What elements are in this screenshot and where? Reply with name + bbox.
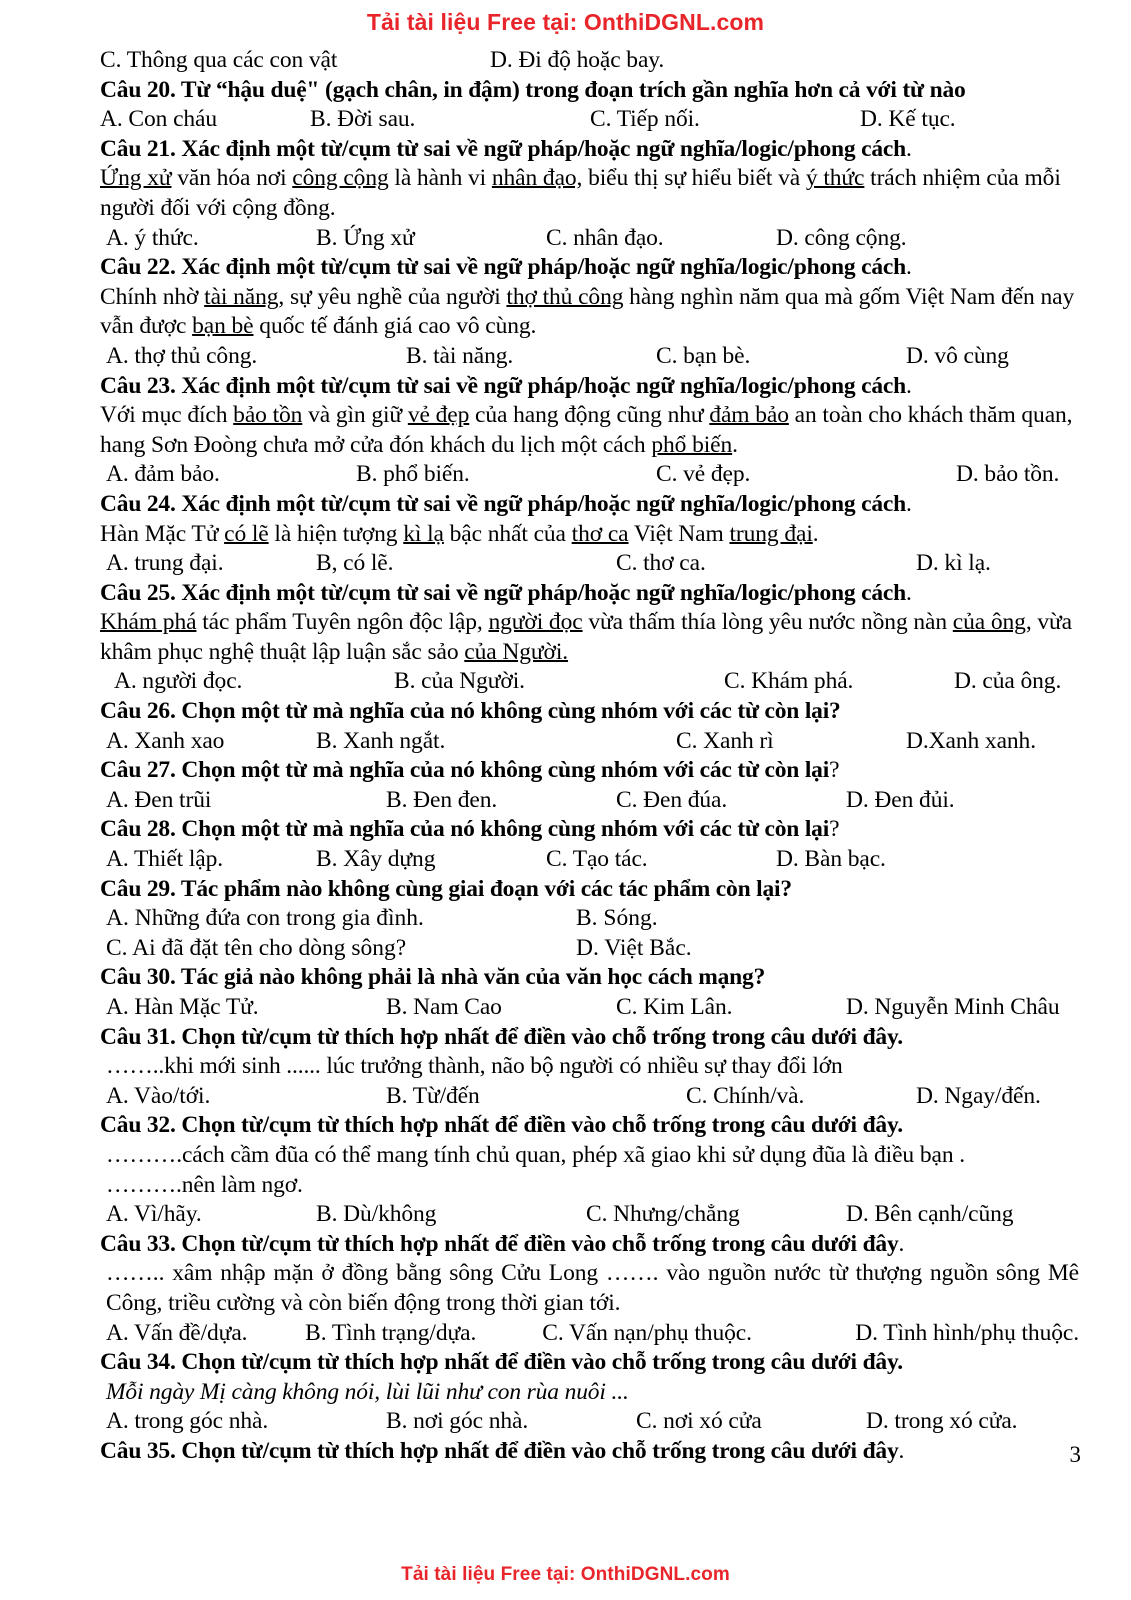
q25-number: Câu 25. <box>100 579 176 606</box>
q22-underline-3: bạn bè <box>192 313 254 340</box>
q26-options-row <box>100 727 1079 757</box>
q27-prompt-end: ? <box>829 757 840 784</box>
q34-option-b: B. nơi góc nhà. <box>386 1408 529 1435</box>
q33-number: Câu 33. <box>100 1230 176 1257</box>
q25-prompt-end: . <box>905 579 912 606</box>
q23-number: Câu 23. <box>100 372 176 399</box>
q27-option-c: C. Đen đúa. <box>616 786 728 813</box>
q25-passage-mid-1: tác phẩm Tuyên ngôn độc lập, <box>196 609 489 636</box>
q21-option-b: B. Ứng xử <box>316 224 415 251</box>
q29-option-b: B. Sóng. <box>576 905 658 932</box>
q21-prompt: Xác định một từ/cụm từ sai về ngữ pháp/hoặc ngữ nghĩa/logic/phong cách <box>175 135 906 162</box>
question-33-passage: …….. xâm nhập mặn ở đồng bằng sông Cửu Long ……. vào nguồn nước từ thượng nguồn sông Mê Công, triều cường và còn biến động trong thời gian tới. <box>106 1260 1079 1316</box>
q30-option-d: D. Nguyễn Minh Châu <box>846 994 1060 1020</box>
q20-option-a: A. Con cháu <box>100 106 218 133</box>
q28-option-b: B. Xây dựng <box>316 846 436 873</box>
q20-option-d: D. Kế tục. <box>860 106 956 133</box>
q28-option-a: A. Thiết lập. <box>106 846 224 873</box>
q21-passage-mid-3: biểu thị sự hiểu biết và <box>582 165 806 192</box>
question-31-passage: ……..khi mới sinh ...... lúc trưởng thành, não bộ người có nhiều sự thay đổi lớn <box>106 1053 843 1080</box>
q23-option-c: C. vẻ đẹp. <box>656 461 751 488</box>
q25-prompt: Xác định một từ/cụm từ sai về ngữ pháp/hoặc ngữ nghĩa/logic/phong cách <box>175 579 906 606</box>
q35-number: Câu 35. <box>100 1437 176 1464</box>
q23-option-a: A. đảm bảo. <box>106 461 220 488</box>
question-21-heading <box>100 135 1079 165</box>
q25-passage-mid-3: , vừa khâm phục nghệ thuật lập luận sắc sảo <box>100 609 1073 665</box>
q22-underline-1: tài năng <box>204 283 279 310</box>
q24-underline-1: có lẽ <box>224 520 269 547</box>
q31-options-row <box>100 1082 1079 1112</box>
q28-prompt: Chọn một từ mà nghĩa của nó không cùng nhóm với các từ còn lại <box>175 816 830 843</box>
q23-prompt: Xác định một từ/cụm từ sai về ngữ pháp/hoặc ngữ nghĩa/logic/phong cách <box>175 372 906 399</box>
question-26-heading <box>100 697 1079 727</box>
q22-option-d: D. vô cùng <box>906 342 1009 369</box>
q24-prompt: Xác định một từ/cụm từ sai về ngữ pháp/hoặc ngữ nghĩa/logic/phong cách <box>175 490 906 517</box>
q30-option-a: A. Hàn Mặc Tử. <box>106 994 259 1020</box>
q28-option-c: C. Tạo tác. <box>546 846 648 873</box>
q25-options-row <box>100 667 1079 697</box>
q21-option-d: D. công cộng. <box>776 224 907 251</box>
q22-passage-mid-1: , sự yêu nghề của người <box>278 283 507 310</box>
question-24-heading <box>100 490 1079 520</box>
q19-options-row <box>100 46 1079 76</box>
q34-option-a: A. trong góc nhà. <box>106 1408 269 1435</box>
q34-prompt: Chọn từ/cụm từ thích hợp nhất để điền vào chỗ trống trong câu dưới đây. <box>175 1349 903 1376</box>
q31-option-a: A. Vào/tới. <box>106 1082 211 1109</box>
q25-passage-mid-2: vừa thấm thía lòng yêu nước nồng nàn <box>582 609 953 636</box>
q25-option-d: D. của ông. <box>954 668 1062 695</box>
q24-option-a: A. trung đại. <box>106 550 224 577</box>
q29-option-d: D. Việt Bắc. <box>576 934 692 961</box>
q24-number: Câu 24. <box>100 490 176 517</box>
q30-options-row <box>100 993 1079 1023</box>
q21-option-c: C. nhân đạo. <box>546 224 664 251</box>
q30-number: Câu 30. <box>100 964 176 991</box>
q27-number: Câu 27. <box>100 757 176 784</box>
q35-prompt-end: . <box>898 1437 905 1464</box>
q33-option-c: C. Vấn nạn/phụ thuộc. <box>542 1319 752 1346</box>
question-35-heading <box>100 1437 1079 1467</box>
q20-options-row <box>100 105 1079 135</box>
question-32-passage-line-2: ……….nên làm ngơ. <box>106 1171 303 1198</box>
q24-option-b: B, có lẽ. <box>316 550 394 577</box>
q22-prompt: Xác định một từ/cụm từ sai về ngữ pháp/hoặc ngữ nghĩa/logic/phong cách <box>175 254 906 281</box>
q21-passage-mid-2: là hành vi <box>388 165 492 192</box>
q21-passage-mid-4: trách nhiệm của mỗi người đối với cộng đồng. <box>100 165 1061 221</box>
q22-passage-mid-2: hàng nghìn năm qua mà gốm Việt Nam đến nay vẫn được <box>100 283 1075 340</box>
q21-prompt-end: . <box>905 135 912 162</box>
q32-option-b: B. Dù/không <box>316 1201 437 1228</box>
q22-passage-mid-3: quốc tế đánh giá cao vô cùng. <box>253 313 537 340</box>
q22-option-a: A. thợ thủ công. <box>106 342 258 369</box>
q32-option-c: C. Nhưng/chẳng <box>586 1201 740 1228</box>
q34-number: Câu 34. <box>100 1349 176 1376</box>
q25-underline-3: của ông <box>952 609 1026 636</box>
q32-option-d: D. Bên cạnh/cũng <box>846 1201 1014 1228</box>
q25-option-a: A. người đọc. <box>114 668 243 695</box>
question-29-heading <box>100 875 1079 905</box>
q24-passage-mid-2: bậc nhất của <box>443 520 572 547</box>
q26-option-d: D.Xanh xanh. <box>906 727 1036 754</box>
q28-options-row <box>100 845 1079 875</box>
q25-underline-1: Khám phá <box>100 609 197 636</box>
question-22-passage <box>100 283 1079 342</box>
q23-passage-pre: Với mục đích <box>100 402 234 429</box>
question-24-passage <box>100 520 1079 550</box>
q31-number: Câu 31. <box>100 1023 176 1050</box>
question-20-heading <box>100 76 1079 106</box>
q32-prompt: Chọn từ/cụm từ thích hợp nhất để điền vào chỗ trống trong câu dưới đây. <box>175 1112 903 1139</box>
q23-underline-1: bảo tồn <box>233 402 303 429</box>
q32-option-a: A. Vì/hãy. <box>106 1201 202 1228</box>
q26-option-a: A. Xanh xao <box>106 727 225 754</box>
q30-option-b: B. Nam Cao <box>386 994 502 1020</box>
q22-options-row <box>100 342 1079 372</box>
q32-options-row <box>100 1200 1079 1230</box>
q31-prompt: Chọn từ/cụm từ thích hợp nhất để điền vào chỗ trống trong câu dưới đây. <box>175 1023 903 1050</box>
q19-option-d: D. Đi độ hoặc bay. <box>490 47 665 73</box>
q31-option-d: D. Ngay/đến. <box>916 1082 1041 1109</box>
question-31-heading <box>100 1023 1079 1053</box>
q21-underline-2: công cộng <box>292 165 389 192</box>
q33-prompt-end: . <box>898 1230 905 1257</box>
q31-option-c: C. Chính/và. <box>686 1082 805 1109</box>
q33-options-row <box>100 1319 1079 1349</box>
question-23-heading <box>100 372 1079 402</box>
q25-underline-2: người đọc <box>488 609 583 636</box>
question-34-passage: Mỗi ngày Mị càng không nói, lùi lũi như con rùa nuôi ... <box>106 1378 629 1405</box>
q22-option-c: C. bạn bè. <box>656 342 751 369</box>
q32-number: Câu 32. <box>100 1112 176 1139</box>
q27-option-b: B. Đen đen. <box>386 786 498 813</box>
q28-number: Câu 28. <box>100 816 176 843</box>
q30-option-c: C. Kim Lân. <box>616 994 733 1020</box>
q23-passage-mid-1: và gìn giữ <box>302 402 408 429</box>
question-32-heading <box>100 1111 1079 1141</box>
q26-option-c: C. Xanh rì <box>676 727 774 754</box>
q30-prompt: Tác giả nào không phải là nhà văn của văn học cách mạng? <box>175 964 766 991</box>
site-banner-top: Tải tài liệu Free tại: OnthiDGNL.com <box>366 9 765 35</box>
q29-option-a: A. Những đứa con trong gia đình. <box>106 905 424 932</box>
q24-option-d: D. kì lạ. <box>916 550 991 577</box>
q21-option-a: A. ý thức. <box>106 224 199 251</box>
q21-underline-3: nhân đạo, <box>491 165 583 192</box>
question-23-passage <box>100 401 1079 460</box>
q26-number: Câu 26. <box>100 698 176 725</box>
q23-passage-mid-2: của hang động cũng như <box>469 402 710 429</box>
q23-passage-mid-4: . <box>732 431 738 458</box>
q23-underline-3: đảm bảo <box>709 402 789 429</box>
site-banner-bottom: Tải tài liệu Free tại: OnthiDGNL.com <box>401 1564 730 1585</box>
q24-passage-mid-4: . <box>812 520 819 547</box>
q23-prompt-end: . <box>905 372 912 399</box>
q22-option-b: B. tài năng. <box>406 342 514 369</box>
document-body <box>0 34 1131 1467</box>
q23-underline-4: phổ biến <box>651 431 733 458</box>
q31-option-b: B. Từ/đến <box>386 1082 480 1109</box>
question-25-passage <box>100 608 1079 667</box>
question-25-heading <box>100 579 1079 609</box>
question-21-passage <box>100 164 1079 223</box>
q24-underline-2: kì lạ <box>403 520 444 547</box>
q33-option-b: B. Tình trạng/dựa. <box>305 1319 477 1346</box>
q27-option-a: A. Đen trũi <box>106 786 212 813</box>
q21-options-row <box>100 224 1079 254</box>
q29-prompt: Tác phẩm nào không cùng giai đoạn với các tác phẩm còn lại? <box>175 875 792 902</box>
q24-passage-mid-1: là hiện tượng <box>268 520 404 547</box>
question-22-heading <box>100 253 1079 283</box>
q24-prompt-end: . <box>905 490 912 517</box>
q24-passage-pre: Hàn Mặc Tử <box>100 520 225 547</box>
q22-underline-2: thợ thủ công <box>506 283 624 310</box>
question-34-heading <box>100 1348 1079 1378</box>
q27-option-d: D. Đen đủi. <box>846 786 955 813</box>
q33-option-a: A. Vấn đề/dựa. <box>106 1319 248 1346</box>
q26-prompt: Chọn một từ mà nghĩa của nó không cùng nhóm với các từ còn lại? <box>175 698 841 725</box>
q23-passage-mid-3: an toàn cho khách thăm quan, hang Sơn Đoòng chưa mở cửa đón khách du lịch một cách <box>100 402 1073 458</box>
q20-number: Câu 20. <box>100 76 176 103</box>
q25-option-c: C. Khám phá. <box>724 668 854 695</box>
page-number: 3 <box>1069 1442 1081 1467</box>
q24-underline-3: thơ ca <box>571 520 629 547</box>
q23-underline-2: vẻ đẹp <box>407 402 470 429</box>
question-27-heading <box>100 756 1079 786</box>
question-33-heading <box>100 1230 1079 1260</box>
q23-option-d: D. bảo tồn. <box>956 461 1060 488</box>
q34-option-d: D. trong xó cửa. <box>866 1408 1018 1435</box>
q23-option-b: B. phổ biến. <box>356 461 470 488</box>
q21-passage-mid-1: văn hóa nơi <box>171 165 293 192</box>
q24-options-row <box>100 549 1079 579</box>
q20-option-b: B. Đời sau. <box>310 106 416 133</box>
q29-options-row-2 <box>100 934 1079 964</box>
q29-number: Câu 29. <box>100 875 176 902</box>
q25-underline-4: của Người. <box>464 638 569 665</box>
q26-option-b: B. Xanh ngắt. <box>316 727 446 754</box>
q29-options-row-1 <box>100 904 1079 934</box>
q27-options-row <box>100 786 1079 816</box>
q35-prompt: Chọn từ/cụm từ thích hợp nhất để điền vào chỗ trống trong câu dưới đây <box>175 1437 899 1464</box>
q22-number: Câu 22. <box>100 254 176 281</box>
q33-prompt: Chọn từ/cụm từ thích hợp nhất để điền vào chỗ trống trong câu dưới đây <box>175 1230 899 1257</box>
q34-option-c: C. nơi xó cửa <box>636 1408 762 1435</box>
q22-passage-pre: Chính nhờ <box>100 283 205 310</box>
q24-underline-4: trung đại <box>729 520 813 547</box>
q33-option-d: D. Tình hình/phụ thuộc. <box>855 1319 1079 1346</box>
q19-option-c: C. Thông qua các con vật <box>100 47 338 73</box>
q21-underline-1: Ứng xử <box>100 165 172 192</box>
question-32-passage-line-1: ……….cách cầm đũa có thể mang tính chủ quan, phép xã giao khi sử dụng đũa là điều bạn . <box>106 1141 966 1168</box>
q20-option-c: C. Tiếp nối. <box>590 106 700 133</box>
q29-option-c: C. Ai đã đặt tên cho dòng sông? <box>106 934 407 961</box>
q28-prompt-end: ? <box>829 816 840 843</box>
q20-prompt: Từ “hậu duệ" (gạch chân, in đậm) trong đoạn trích gần nghĩa hơn cả với từ nào <box>175 76 966 103</box>
q27-prompt: Chọn một từ mà nghĩa của nó không cùng nhóm với các từ còn lại <box>175 757 830 784</box>
q21-underline-4: ý thức <box>805 165 865 192</box>
q22-prompt-end: . <box>905 254 912 281</box>
q24-passage-mid-3: Việt Nam <box>628 520 730 547</box>
q34-options-row <box>100 1407 1079 1437</box>
question-28-heading <box>100 815 1079 845</box>
q21-number: Câu 21. <box>100 135 176 162</box>
q23-options-row <box>100 460 1079 490</box>
q24-option-c: C. thơ ca. <box>616 550 706 577</box>
question-30-heading <box>100 963 1079 993</box>
q28-option-d: D. Bàn bạc. <box>776 846 886 873</box>
q25-option-b: B. của Người. <box>394 668 525 695</box>
